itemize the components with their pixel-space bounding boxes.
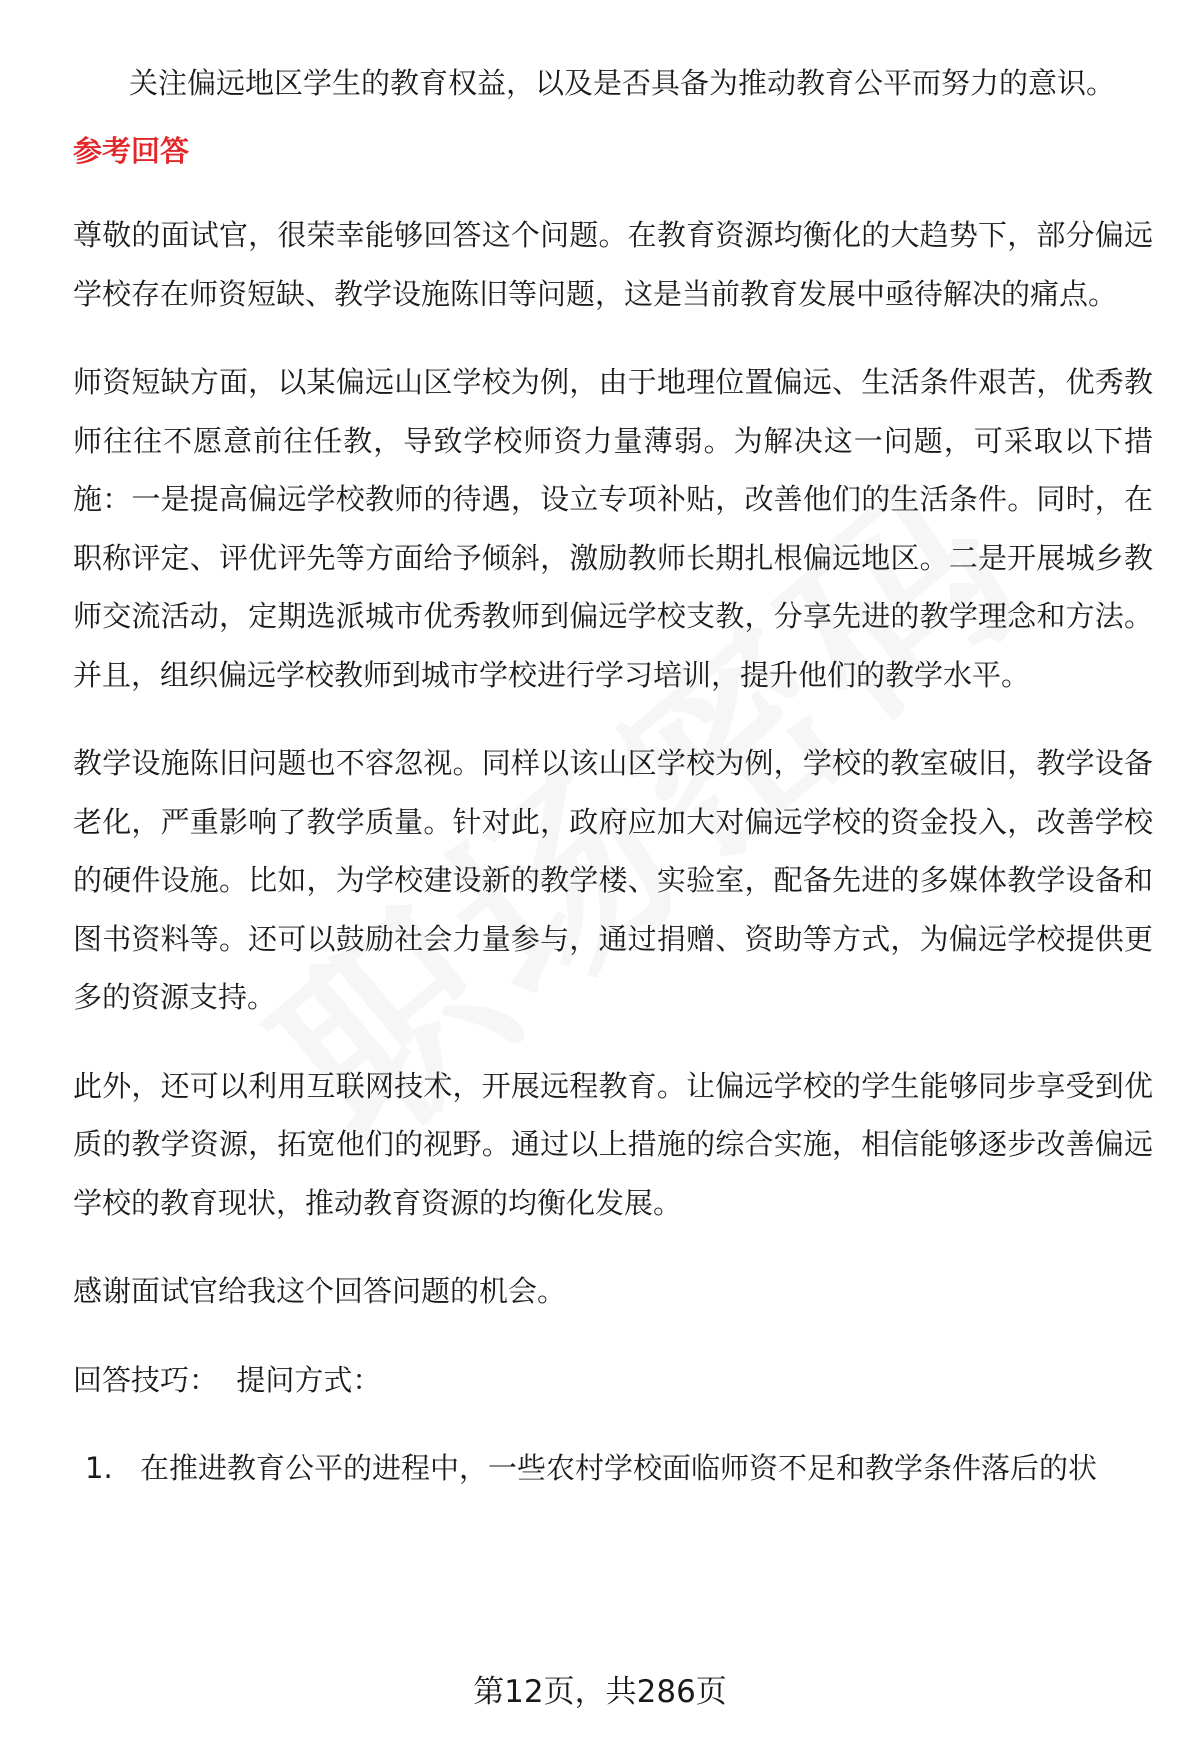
intro-text: 关注偏远地区学生的教育权益，以及是否具备为推动教育公平而努力的意识。	[129, 66, 1116, 100]
answer-paragraph-2: 师资短缺方面，以某偏远山区学校为例，由于地理位置偏远、生活条件艰苦，优秀教师往往不愿意前往任教，导致学校师资力量薄弱。为解决这一问题，可采取以下措施：一是提高偏远学校教师的待遇，设立专项补贴，改善他们的生活条件。同时，在职称评定、评优评先等方面给予倾斜，激励教师长期扎根偏远地区。二是开展城乡教师交流活动，定期选派城市优秀教师到偏远学校支教，分享先进的教学理念和方法。并且，组织偏远学校教师到城市学校进行学习培训，提升他们的教学水平。	[73, 365, 1153, 692]
page-footer: 第12页，共286页	[473, 1674, 727, 1710]
answer-paragraph-3: 教学设施陈旧问题也不容忽视。同样以该山区学校为例，学校的教室破旧，教学设备老化，严重影响了教学质量。针对此，政府应加大对偏远学校的资金投入，改善学校的硬件设施。比如，为学校建设新的教学楼、实验室，配备先进的多媒体教学设备和图书资料等。还可以鼓励社会力量参与，通过捐赠、资助等方式，为偏远学校提供更多的资源支持。	[73, 746, 1153, 1014]
list-item-text: 在推进教育公平的进程中，一些农村学校面临师资不足和教学条件落后的状	[140, 1450, 1098, 1485]
tips-label: 回答技巧： 提问方式：	[73, 1362, 382, 1397]
section-title: 参考回答	[73, 134, 190, 168]
answer-paragraph-1: 尊敬的面试官，很荣幸能够回答这个问题。在教育资源均衡化的大趋势下，部分偏远学校存在师资短缺、教学设施陈旧等问题，这是当前教育发展中亟待解决的痛点。	[73, 218, 1153, 311]
list-item-number: 1.	[85, 1450, 113, 1485]
answer-paragraph-5: 感谢面试官给我这个回答问题的机会。	[73, 1274, 567, 1308]
list-item	[73, 1439, 1153, 1497]
page-content	[73, 54, 1153, 1497]
question-list	[73, 1439, 1153, 1497]
answer-paragraph-4: 此外，还可以利用互联网技术，开展远程教育。让偏远学校的学生能够同步享受到优质的教学资源，拓宽他们的视野。通过以上措施的综合实施，相信能够逐步改善偏远学校的教育现状，推动教育资源的均衡化发展。	[73, 1068, 1153, 1220]
